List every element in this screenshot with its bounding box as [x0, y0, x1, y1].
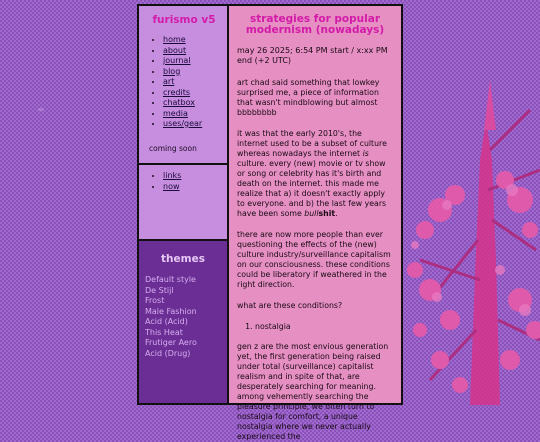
nav-link-about[interactable]: about [163, 45, 187, 55]
theme-option-frutiger-aero[interactable]: Frutiger Aero [145, 338, 197, 347]
emphasis-text: bull [304, 209, 319, 218]
post-paragraph: what are these conditions? [237, 301, 343, 310]
theme-option-default-style[interactable]: Default style [145, 275, 196, 284]
theme-option-male-fashion[interactable]: Male Fashion [145, 306, 197, 316]
bold-text: shit [318, 209, 336, 218]
post-text: . [335, 209, 338, 218]
sidebar-links-panel [139, 165, 227, 239]
page-container [137, 4, 403, 441]
post-text: culture. every (new) movie or tv show or song or celebrity has it's birth and death on the internet. this made me realize that a) it doesn't exactly apply to everyone. and b) the last few years have been some [237, 159, 387, 218]
sidebar [139, 6, 227, 403]
post-text: it was that the early 2010's, the internet used to be a subset of culture whereas nowadays the internet [237, 129, 387, 158]
secondary-nav [147, 171, 221, 192]
nav-item-chatbox [163, 98, 221, 109]
nav-link-media[interactable]: media [163, 108, 188, 118]
nav-link-credits[interactable]: credits [163, 87, 191, 97]
nav-item-home [163, 35, 221, 46]
theme-option-frost[interactable]: Frost [145, 296, 165, 305]
blog-post [229, 6, 401, 441]
nav-link-blog[interactable]: blog [163, 66, 181, 76]
nav-item-blog [163, 67, 221, 78]
numbered-list [237, 322, 393, 332]
nav-item-art [163, 77, 221, 88]
nav-link-journal[interactable]: journal [163, 56, 191, 65]
themes-panel [139, 241, 227, 403]
nav-link-chatbox[interactable]: chatbox [163, 98, 195, 107]
nav-link-links[interactable]: links [163, 171, 182, 180]
post-paragraph [237, 129, 393, 219]
theme-option-acid-acid[interactable]: Acid (Acid) [145, 317, 188, 326]
sidebar-nav-panel [139, 6, 227, 163]
post-paragraph: gen z are the most envious generation yet, the first generation being raised under total (surveillance) capitalist realism and in spite of that, are desperately searching for meaning. among vehemently searching the pleasure principle, we often turn to nostalgia for comfort, a unique nostalgia where we never actually experienced the [237, 342, 389, 441]
nav-item-media [163, 109, 221, 120]
themes-title: themes [161, 253, 205, 265]
coming-soon-text: coming soon [149, 143, 197, 153]
post-date: may 26 2025; 6:54 PM start / x:xx PM end (+2 UTC) [237, 46, 388, 65]
theme-option-acid-drug[interactable]: Acid (Drug) [145, 348, 191, 358]
nav-item-journal [163, 56, 221, 67]
post-paragraph: art chad said something that lowkey surprised me, a piece of information that wasn't mindblowing but almost bbbbbbbb [237, 78, 380, 117]
nav-link-now[interactable]: now [163, 181, 180, 191]
nav-item-now [163, 182, 221, 193]
emphasis-text: is [362, 149, 369, 158]
post-paragraph: there are now more people than ever questioning the effects of the (new) culture industry/surveillance capitalism on our consciousness. these conditions could be liberatory if weathered in the right direction. [237, 230, 391, 289]
nav-link-home[interactable]: home [163, 35, 186, 44]
nav-link-uses-gear[interactable]: uses/gear [163, 119, 203, 128]
list-item: 1. nostalgia [255, 322, 393, 332]
main-nav [147, 35, 221, 130]
nav-item-links [163, 171, 221, 182]
site-title: furismo v5 [152, 14, 216, 26]
theme-option-de-stijl[interactable]: De Stijl [145, 285, 174, 295]
nav-item-uses-gear [163, 119, 221, 130]
nav-link-art[interactable]: art [163, 77, 175, 86]
nav-item-credits [163, 88, 221, 99]
post-title: strategies for popular modernism (nowadays) [245, 13, 385, 36]
theme-option-this-heat[interactable]: This Heat [145, 327, 183, 337]
nav-item-about [163, 46, 221, 57]
